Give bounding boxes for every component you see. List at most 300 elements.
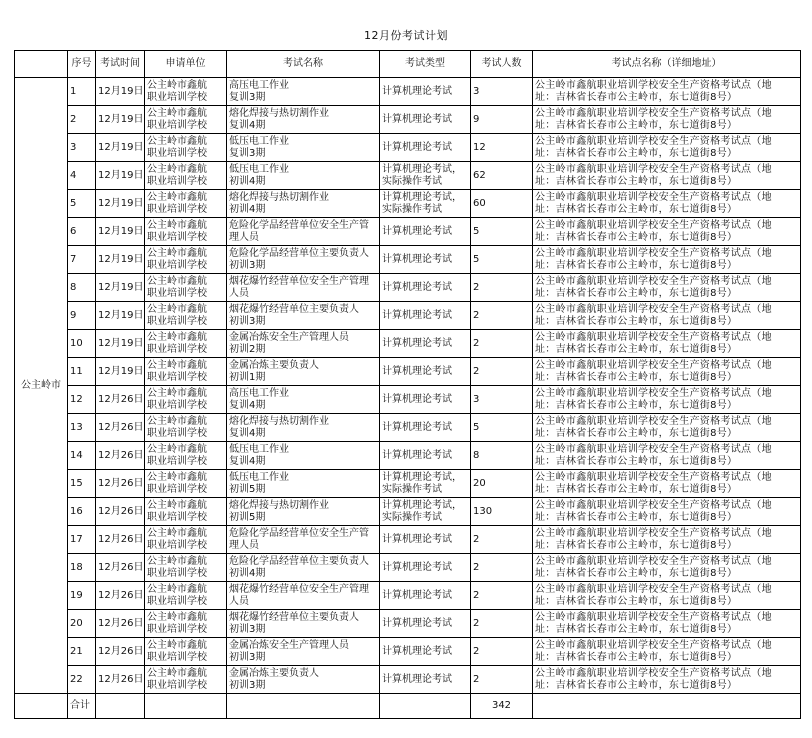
row-index: 11 [68,358,96,386]
row-exam-site-line2: 址：吉林省长春市公主岭市，东七道街8号） [535,203,738,215]
row-exam-name-line2: 理人员 [229,231,259,243]
row-exam-name-line2: 初训4期 [229,203,266,215]
row-exam-name-line1: 熔化焊接与热切割作业 [229,107,329,119]
row-exam-name-line2: 复训4期 [229,427,266,439]
header-exam-type: 考试类型 [380,51,471,78]
row-exam-type-line2: 实际操作考试 [382,483,442,495]
row-exam-count: 2 [471,666,533,694]
row-exam-type [380,582,471,610]
row-index: 17 [68,526,96,554]
row-unit [145,330,227,358]
row-unit-line1: 公主岭市鑫航 [147,583,207,595]
row-exam-site-line2: 址：吉林省长春市公主岭市，东七道街8号） [535,455,738,467]
row-exam-name-line1: 低压电工作业 [229,163,289,175]
row-exam-site [533,414,801,442]
row-exam-site [533,554,801,582]
row-exam-site-line1: 公主岭市鑫航职业培训学校安全生产资格考试点（地 [535,275,772,287]
row-unit-line2: 职业培训学校 [147,567,207,579]
row-exam-site-line1: 公主岭市鑫航职业培训学校安全生产资格考试点（地 [535,639,772,651]
row-exam-type-line1: 计算机理论考试， [382,471,462,483]
row-exam-site-line1: 公主岭市鑫航职业培训学校安全生产资格考试点（地 [535,247,772,259]
row-index: 10 [68,330,96,358]
row-unit-line1: 公主岭市鑫航 [147,639,207,651]
row-unit-line1: 公主岭市鑫航 [147,191,207,203]
row-exam-name-line1: 金属冶炼安全生产管理人员 [229,331,349,343]
row-index: 21 [68,638,96,666]
header-index: 序号 [68,51,96,78]
row-exam-site [533,190,801,218]
row-exam-type-line1: 计算机理论考试 [382,617,452,629]
row-unit [145,358,227,386]
row-exam-name-line1: 熔化焊接与热切割作业 [229,191,329,203]
row-index: 9 [68,302,96,330]
row-exam-site-line2: 址：吉林省长春市公主岭市，东七道街8号） [535,91,738,103]
table-row [15,134,801,162]
row-exam-site-line2: 址：吉林省长春市公主岭市，东七道街8号） [535,147,738,159]
row-date: 12月19日 [96,106,145,134]
row-exam-name [227,554,380,582]
row-exam-type-line2: 实际操作考试 [382,511,442,523]
row-exam-name [227,414,380,442]
row-exam-type-line1: 计算机理论考试 [382,225,452,237]
table-row [15,106,801,134]
row-unit [145,414,227,442]
row-exam-name-line2: 初训3期 [229,679,266,691]
row-exam-type-line1: 计算机理论考试 [382,449,452,461]
row-exam-type [380,638,471,666]
row-exam-site-line2: 址：吉林省长春市公主岭市，东七道街8号） [535,427,738,439]
row-unit-line1: 公主岭市鑫航 [147,79,207,91]
row-exam-name-line1: 高压电工作业 [229,387,289,399]
row-date: 12月26日 [96,638,145,666]
table-row [15,442,801,470]
row-exam-type [380,358,471,386]
row-unit-line1: 公主岭市鑫航 [147,135,207,147]
row-exam-name-line2: 复训4期 [229,399,266,411]
row-unit-line2: 职业培训学校 [147,147,207,159]
table-row [15,330,801,358]
row-unit-line1: 公主岭市鑫航 [147,499,207,511]
row-exam-name-line2: 复训4期 [229,455,266,467]
header-exam-site: 考试点名称（详细地址） [533,51,801,78]
row-exam-name [227,246,380,274]
row-unit-line1: 公主岭市鑫航 [147,443,207,455]
row-exam-name [227,582,380,610]
row-exam-name-line1: 低压电工作业 [229,135,289,147]
row-exam-site-line2: 址：吉林省长春市公主岭市，东七道街8号） [535,651,738,663]
row-exam-site [533,78,801,106]
table-row [15,78,801,106]
row-exam-name-line2: 复训3期 [229,91,266,103]
row-unit [145,134,227,162]
row-exam-count: 5 [471,414,533,442]
row-unit-line1: 公主岭市鑫航 [147,527,207,539]
row-exam-site-line1: 公主岭市鑫航职业培训学校安全生产资格考试点（地 [535,443,772,455]
row-exam-name-line1: 金属冶炼主要负责人 [229,359,319,371]
row-unit-line2: 职业培训学校 [147,343,207,355]
row-unit-line2: 职业培训学校 [147,623,207,635]
row-index: 15 [68,470,96,498]
row-unit [145,610,227,638]
row-exam-name-line2: 初训1期 [229,371,266,383]
row-exam-count: 12 [471,134,533,162]
total-label: 合计 [68,694,96,719]
row-exam-name-line2: 初训5期 [229,483,266,495]
row-date: 12月19日 [96,78,145,106]
row-unit-line2: 职业培训学校 [147,203,207,215]
row-unit [145,554,227,582]
row-exam-type-line1: 计算机理论考试 [382,281,452,293]
row-unit-line1: 公主岭市鑫航 [147,415,207,427]
row-exam-name-line2: 初训5期 [229,511,266,523]
table-row [15,610,801,638]
row-unit-line1: 公主岭市鑫航 [147,667,207,679]
row-unit-line2: 职业培训学校 [147,231,207,243]
row-date: 12月26日 [96,582,145,610]
table-row [15,190,801,218]
row-exam-type-line1: 计算机理论考试 [382,561,452,573]
row-exam-type [380,78,471,106]
total-empty-unit [145,694,227,719]
row-exam-site [533,218,801,246]
row-exam-type [380,330,471,358]
row-index: 13 [68,414,96,442]
row-unit [145,274,227,302]
row-exam-type [380,218,471,246]
row-exam-type [380,134,471,162]
row-index: 7 [68,246,96,274]
row-exam-site-line2: 址：吉林省长春市公主岭市，东七道街8号） [535,399,738,411]
row-unit-line1: 公主岭市鑫航 [147,107,207,119]
row-exam-name [227,666,380,694]
row-exam-name-line1: 烟花爆竹经营单位安全生产管理 [229,275,369,287]
row-exam-site [533,610,801,638]
row-unit-line2: 职业培训学校 [147,259,207,271]
row-exam-count: 3 [471,78,533,106]
row-exam-name-line1: 金属冶炼安全生产管理人员 [229,639,349,651]
row-exam-site-line2: 址：吉林省长春市公主岭市，东七道街8号） [535,679,738,691]
row-exam-count: 5 [471,218,533,246]
row-exam-count: 2 [471,526,533,554]
row-date: 12月19日 [96,358,145,386]
row-exam-name-line1: 危险化学品经营单位安全生产管 [229,219,369,231]
row-exam-site-line2: 址：吉林省长春市公主岭市，东七道街8号） [535,315,738,327]
total-region-cell [15,694,68,719]
table-row [15,302,801,330]
row-exam-type [380,526,471,554]
row-unit [145,498,227,526]
row-exam-site [533,526,801,554]
row-index: 14 [68,442,96,470]
row-date: 12月19日 [96,162,145,190]
row-date: 12月26日 [96,666,145,694]
row-unit [145,302,227,330]
row-index: 8 [68,274,96,302]
row-exam-name-line2: 人员 [229,287,249,299]
row-unit-line1: 公主岭市鑫航 [147,471,207,483]
row-exam-count: 20 [471,470,533,498]
row-index: 2 [68,106,96,134]
row-exam-type-line1: 计算机理论考试 [382,393,452,405]
row-exam-type-line1: 计算机理论考试 [382,365,452,377]
row-exam-site-line2: 址：吉林省长春市公主岭市，东七道街8号） [535,287,738,299]
total-row [15,694,801,719]
row-exam-site-line1: 公主岭市鑫航职业培训学校安全生产资格考试点（地 [535,611,772,623]
row-unit-line2: 职业培训学校 [147,539,207,551]
row-unit-line2: 职业培训学校 [147,651,207,663]
row-date: 12月26日 [96,610,145,638]
row-unit-line2: 职业培训学校 [147,175,207,187]
row-exam-site-line2: 址：吉林省长春市公主岭市，东七道街8号） [535,483,738,495]
row-exam-name [227,302,380,330]
row-exam-type-line1: 计算机理论考试， [382,191,462,203]
table-row [15,498,801,526]
row-exam-site [533,246,801,274]
row-exam-count: 62 [471,162,533,190]
row-exam-site [533,330,801,358]
row-unit-line2: 职业培训学校 [147,511,207,523]
page-title: 12月份考试计划 [364,29,448,42]
header-region [15,51,68,78]
row-exam-type [380,666,471,694]
row-date: 12月19日 [96,330,145,358]
row-exam-site [533,106,801,134]
row-exam-site-line1: 公主岭市鑫航职业培训学校安全生产资格考试点（地 [535,499,772,511]
row-unit [145,162,227,190]
table-row [15,162,801,190]
row-unit-line1: 公主岭市鑫航 [147,275,207,287]
row-exam-name-line1: 烟花爆竹经营单位安全生产管理 [229,583,369,595]
table-row [15,246,801,274]
row-unit-line1: 公主岭市鑫航 [147,303,207,315]
row-exam-site [533,638,801,666]
row-unit [145,526,227,554]
row-exam-type-line1: 计算机理论考试 [382,421,452,433]
row-index: 16 [68,498,96,526]
row-exam-name [227,470,380,498]
row-unit-line2: 职业培训学校 [147,595,207,607]
row-date: 12月19日 [96,218,145,246]
row-index: 4 [68,162,96,190]
row-unit [145,386,227,414]
row-unit-line1: 公主岭市鑫航 [147,247,207,259]
row-exam-type [380,386,471,414]
row-exam-count: 9 [471,106,533,134]
row-exam-name-line1: 金属冶炼主要负责人 [229,667,319,679]
row-unit [145,190,227,218]
row-exam-type-line1: 计算机理论考试 [382,533,452,545]
row-exam-site-line1: 公主岭市鑫航职业培训学校安全生产资格考试点（地 [535,359,772,371]
row-exam-site-line1: 公主岭市鑫航职业培训学校安全生产资格考试点（地 [535,331,772,343]
row-unit-line2: 职业培训学校 [147,119,207,131]
row-exam-type [380,414,471,442]
row-exam-type [380,162,471,190]
row-exam-name [227,442,380,470]
header-date: 考试时间 [96,51,145,78]
row-exam-type-line1: 计算机理论考试 [382,141,452,153]
row-unit [145,442,227,470]
row-date: 12月26日 [96,498,145,526]
row-unit-line2: 职业培训学校 [147,371,207,383]
row-exam-site-line2: 址：吉林省长春市公主岭市，东七道街8号） [535,511,738,523]
table-row [15,638,801,666]
row-index: 5 [68,190,96,218]
row-date: 12月19日 [96,274,145,302]
row-exam-name-line1: 熔化焊接与热切割作业 [229,415,329,427]
row-exam-name-line2: 初训3期 [229,259,266,271]
row-exam-name [227,330,380,358]
row-exam-site-line1: 公主岭市鑫航职业培训学校安全生产资格考试点（地 [535,135,772,147]
table-row [15,554,801,582]
row-exam-type-line2: 实际操作考试 [382,175,442,187]
row-exam-site-line2: 址：吉林省长春市公主岭市，东七道街8号） [535,259,738,271]
row-unit [145,106,227,134]
row-exam-name-line1: 危险化学品经营单位主要负责人 [229,247,369,259]
row-exam-name-line2: 初训2期 [229,343,266,355]
row-unit-line2: 职业培训学校 [147,483,207,495]
row-exam-count: 2 [471,358,533,386]
row-exam-site [533,666,801,694]
row-exam-site-line1: 公主岭市鑫航职业培训学校安全生产资格考试点（地 [535,219,772,231]
row-unit [145,470,227,498]
row-exam-site [533,582,801,610]
row-exam-name-line1: 低压电工作业 [229,471,289,483]
total-count: 342 [471,694,533,719]
row-exam-type-line1: 计算机理论考试 [382,113,452,125]
row-exam-site-line2: 址：吉林省长春市公主岭市，东七道街8号） [535,623,738,635]
total-empty-site [533,694,801,719]
row-index: 3 [68,134,96,162]
row-date: 12月19日 [96,190,145,218]
row-unit-line1: 公主岭市鑫航 [147,611,207,623]
total-empty-type [380,694,471,719]
row-unit-line2: 职业培训学校 [147,91,207,103]
row-unit-line1: 公主岭市鑫航 [147,331,207,343]
row-exam-type [380,498,471,526]
row-exam-count: 8 [471,442,533,470]
row-exam-count: 2 [471,610,533,638]
row-exam-type-line1: 计算机理论考试 [382,85,452,97]
row-exam-type [380,106,471,134]
row-exam-site [533,498,801,526]
header-exam-name: 考试名称 [227,51,380,78]
row-unit-line1: 公主岭市鑫航 [147,387,207,399]
total-empty-date [96,694,145,719]
row-date: 12月26日 [96,470,145,498]
row-exam-site [533,470,801,498]
row-exam-name-line2: 初训3期 [229,651,266,663]
row-index: 22 [68,666,96,694]
row-exam-site-line2: 址：吉林省长春市公主岭市，东七道街8号） [535,343,738,355]
row-exam-name-line1: 危险化学品经营单位主要负责人 [229,555,369,567]
table-row [15,470,801,498]
row-exam-name-line1: 烟花爆竹经营单位主要负责人 [229,611,359,623]
row-exam-name [227,162,380,190]
table-row [15,358,801,386]
row-date: 12月26日 [96,414,145,442]
row-exam-site [533,358,801,386]
row-exam-name-line2: 人员 [229,595,249,607]
row-exam-site-line1: 公主岭市鑫航职业培训学校安全生产资格考试点（地 [535,583,772,595]
row-exam-name-line1: 烟花爆竹经营单位主要负责人 [229,303,359,315]
row-exam-name [227,358,380,386]
exam-plan-table [14,50,801,719]
row-exam-site-line1: 公主岭市鑫航职业培训学校安全生产资格考试点（地 [535,191,772,203]
row-exam-name [227,218,380,246]
row-exam-name-line2: 初训3期 [229,315,266,327]
row-exam-site-line1: 公主岭市鑫航职业培训学校安全生产资格考试点（地 [535,471,772,483]
row-exam-name-line1: 低压电工作业 [229,443,289,455]
row-exam-site [533,134,801,162]
table-row [15,582,801,610]
row-exam-name [227,498,380,526]
row-exam-type [380,190,471,218]
row-exam-count: 2 [471,582,533,610]
row-exam-site-line1: 公主岭市鑫航职业培训学校安全生产资格考试点（地 [535,303,772,315]
row-exam-name-line2: 初训3期 [229,623,266,635]
row-exam-name-line2: 复训4期 [229,119,266,131]
row-exam-type-line1: 计算机理论考试 [382,309,452,321]
row-date: 12月19日 [96,134,145,162]
row-exam-type [380,610,471,638]
row-exam-count: 2 [471,274,533,302]
row-index: 20 [68,610,96,638]
row-unit-line2: 职业培训学校 [147,287,207,299]
row-exam-name-line1: 危险化学品经营单位安全生产管 [229,527,369,539]
row-exam-type [380,470,471,498]
row-unit [145,246,227,274]
row-exam-type [380,442,471,470]
row-exam-type [380,554,471,582]
row-exam-site-line2: 址：吉林省长春市公主岭市，东七道街8号） [535,567,738,579]
row-exam-name-line2: 理人员 [229,539,259,551]
row-exam-type-line1: 计算机理论考试 [382,673,452,685]
row-unit-line2: 职业培训学校 [147,427,207,439]
row-exam-type [380,302,471,330]
row-index: 19 [68,582,96,610]
row-unit-line1: 公主岭市鑫航 [147,555,207,567]
row-exam-type-line2: 实际操作考试 [382,203,442,215]
row-index: 18 [68,554,96,582]
table-row [15,414,801,442]
table-body [15,78,801,719]
table-row [15,666,801,694]
row-exam-site-line1: 公主岭市鑫航职业培训学校安全生产资格考试点（地 [535,163,772,175]
row-exam-site-line2: 址：吉林省长春市公主岭市，东七道街8号） [535,119,738,131]
row-date: 12月19日 [96,302,145,330]
row-exam-name [227,274,380,302]
row-exam-site [533,386,801,414]
row-unit-line2: 职业培训学校 [147,679,207,691]
row-exam-site-line1: 公主岭市鑫航职业培训学校安全生产资格考试点（地 [535,555,772,567]
row-exam-name [227,134,380,162]
row-exam-name [227,106,380,134]
row-exam-name [227,610,380,638]
total-empty-name [227,694,380,719]
row-exam-count: 60 [471,190,533,218]
row-exam-type [380,274,471,302]
row-unit-line2: 职业培训学校 [147,455,207,467]
row-date: 12月26日 [96,442,145,470]
row-exam-count: 2 [471,638,533,666]
row-exam-name [227,386,380,414]
row-exam-name [227,526,380,554]
row-unit [145,666,227,694]
row-exam-site [533,162,801,190]
table-row [15,218,801,246]
row-exam-name [227,78,380,106]
row-date: 12月19日 [96,246,145,274]
